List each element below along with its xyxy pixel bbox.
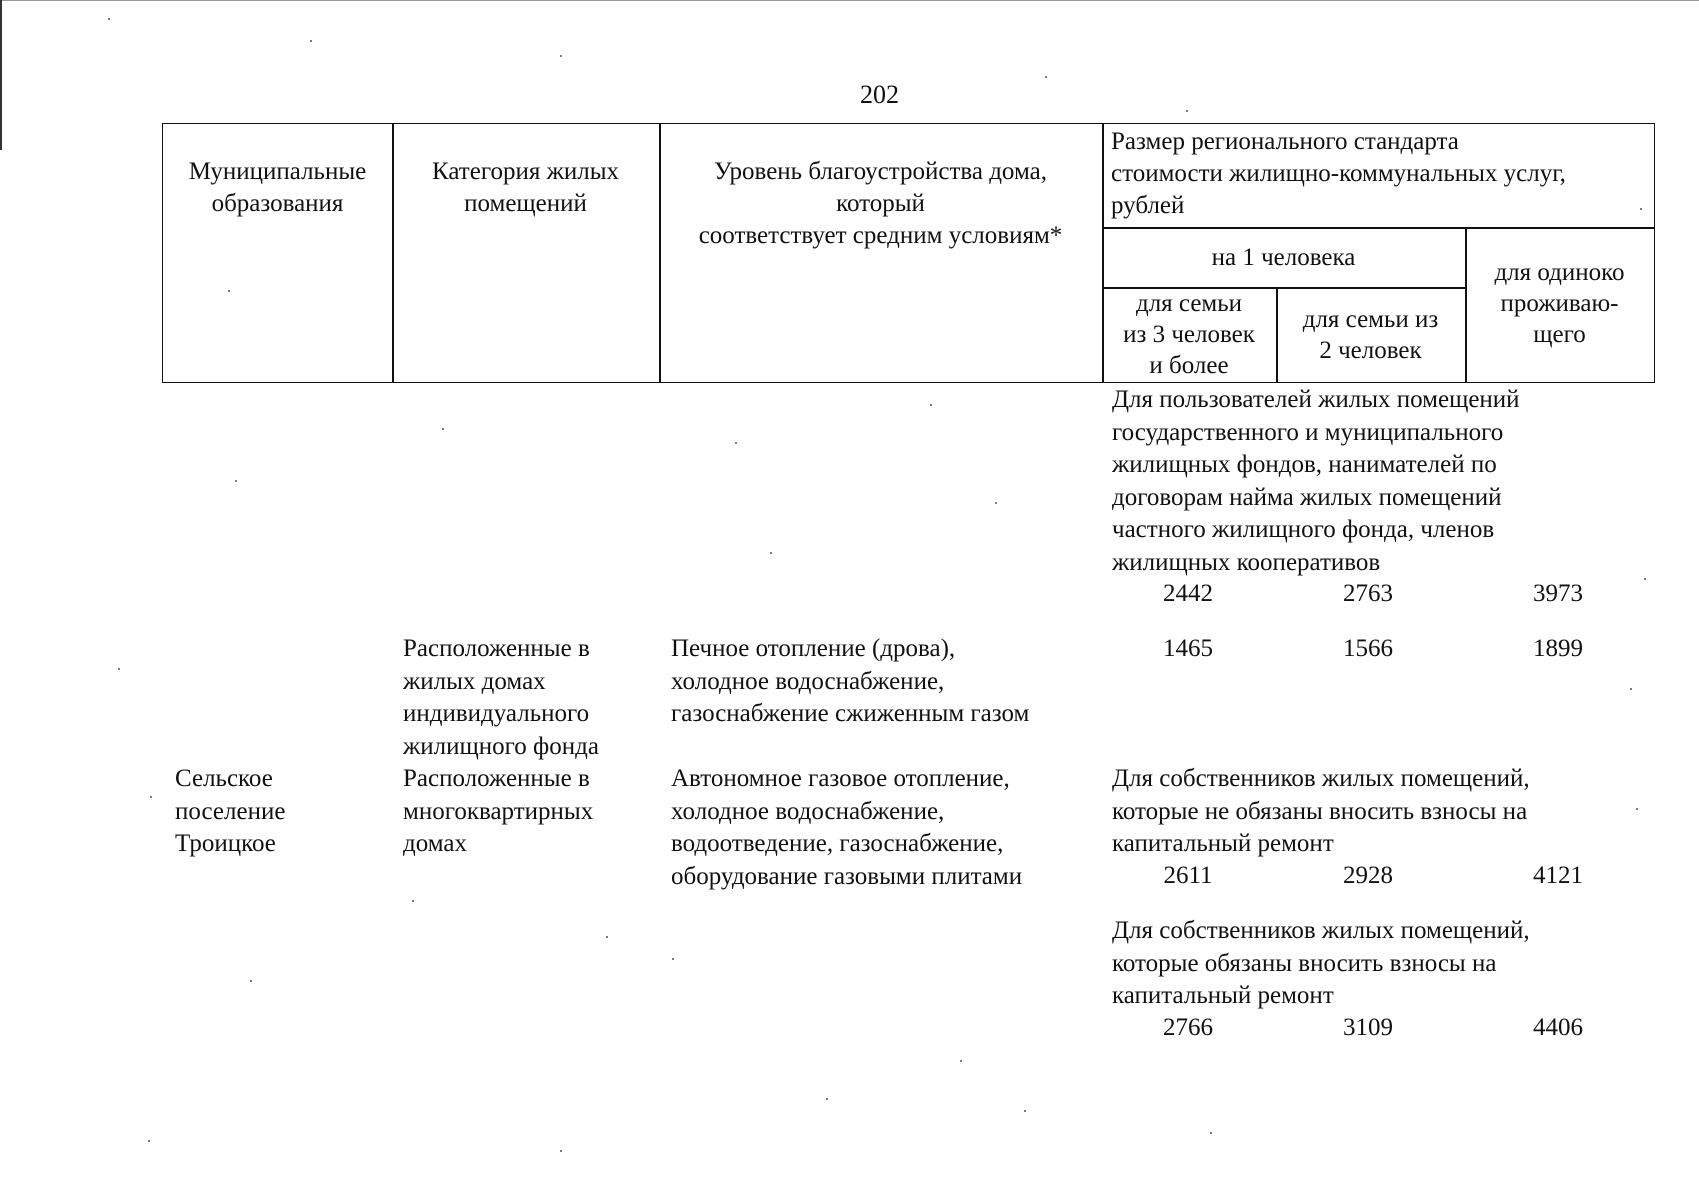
scan-speck <box>150 796 152 798</box>
scan-speck <box>1644 578 1646 580</box>
category-individual: Расположенные в жилых домах индивидуального жилищного фонда <box>403 635 599 760</box>
scan-speck <box>1024 1110 1026 1112</box>
scan-speck <box>826 1098 828 1100</box>
header-level: Уровень благоустройства дома, который соответствует средним условиям* <box>698 158 1063 249</box>
scan-speck <box>560 55 562 57</box>
category-apartments: Расположенные в многоквартирных домах <box>403 765 594 857</box>
value-g1-family2: 2763 <box>1343 580 1393 607</box>
scan-speck <box>412 900 414 902</box>
header-single: для одиноко проживаю- щего <box>1494 259 1625 348</box>
header-table <box>162 123 1655 383</box>
value-individual-single: 1899 <box>1533 635 1583 662</box>
scan-speck <box>1210 1132 1212 1134</box>
header-family-3: для семьи из 3 человек и более <box>1123 290 1255 379</box>
scan-speck <box>1640 208 1642 210</box>
scan-speck <box>250 980 252 982</box>
scan-speck <box>1630 688 1632 690</box>
group-state-housing-label: Для пользователей жилых помещений государственного и муниципального жилищных фондов, нанимателей по договорам найма жилых помещений частного жилищного фонда, членов жилищных кооперативов <box>1112 386 1520 576</box>
scan-speck <box>770 552 772 554</box>
scan-speck <box>108 18 110 20</box>
header-per-person: на 1 человека <box>1211 244 1356 271</box>
header-family-2: для семьи из 2 человек <box>1302 306 1439 364</box>
value-g3-single: 4406 <box>1533 1014 1583 1041</box>
page-left-edge <box>0 0 2 150</box>
page-number: 202 <box>860 80 899 109</box>
value-g3-family3: 2766 <box>1163 1014 1213 1041</box>
scan-speck <box>672 958 674 960</box>
scan-speck <box>960 1060 962 1062</box>
value-g2-family3: 2611 <box>1163 862 1213 889</box>
scan-speck <box>560 1150 562 1152</box>
scan-speck <box>310 40 312 42</box>
value-g3-family2: 3109 <box>1343 1014 1393 1041</box>
scan-speck <box>606 936 608 938</box>
header-municipality: Муниципальные образования <box>188 158 367 217</box>
group-owners-no-contrib-label: Для собственников жилых помещений, которые не обязаны вносить взносы на капитальный ремонт <box>1112 765 1530 857</box>
group-owners-contrib-label: Для собственников жилых помещений, которые обязаны вносить взносы на капитальный ремонт <box>1112 917 1530 1009</box>
page-top-edge <box>0 0 1699 1</box>
divider-size-header <box>1102 227 1654 229</box>
scan-speck <box>442 428 444 430</box>
scan-speck <box>148 1140 150 1142</box>
scan-speck <box>930 404 932 406</box>
scan-speck <box>1186 110 1188 112</box>
header-category: Категория жилых помещений <box>432 158 619 217</box>
scan-speck <box>235 480 237 482</box>
header-standard-size: Размер регионального стандарта стоимости жилищно-коммунальных услуг, рублей <box>1111 128 1566 219</box>
municipality-troitskoe: Сельское поселение Троицкое <box>175 765 286 857</box>
value-g2-family2: 2928 <box>1343 862 1393 889</box>
value-individual-family2: 1566 <box>1343 635 1393 662</box>
value-g1-family3: 2442 <box>1163 580 1213 607</box>
scan-speck <box>1045 76 1047 78</box>
value-g1-single: 3973 <box>1533 580 1583 607</box>
value-g2-single: 4121 <box>1533 862 1583 889</box>
value-individual-family3: 1465 <box>1163 635 1213 662</box>
scan-speck <box>118 668 120 670</box>
scan-speck <box>228 290 230 292</box>
scan-speck <box>735 442 737 444</box>
level-individual: Печное отопление (дрова), холодное водоснабжение, газоснабжение сжиженным газом <box>671 635 1030 727</box>
level-apartments: Автономное газовое отопление, холодное водоснабжение, водоотведение, газоснабжение, оборудование газовыми плитами <box>671 765 1023 890</box>
scan-speck <box>995 502 997 504</box>
scan-speck <box>1636 808 1638 810</box>
